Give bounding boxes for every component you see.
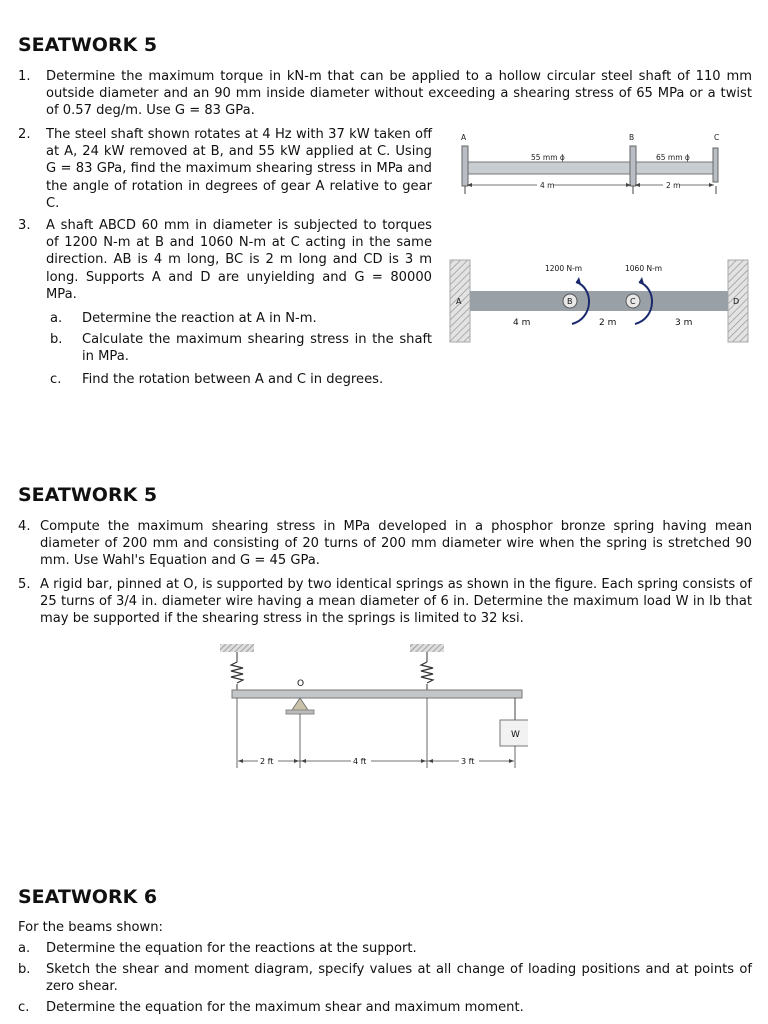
subpart-text: Calculate the maximum shearing stress in the shaft in MPa. <box>82 332 432 365</box>
subpart-a <box>50 310 432 328</box>
figure-shaft-gears <box>455 128 730 200</box>
intro-text: For the beams shown: <box>18 920 163 935</box>
section-title-2: SEATWORK 5 <box>18 484 158 506</box>
problem-5 <box>18 576 752 628</box>
item-a <box>18 940 752 958</box>
label-d: D <box>733 297 740 306</box>
label-b: B <box>629 133 635 142</box>
label-w: W <box>511 730 520 740</box>
label-length-ab: 4 m <box>513 318 531 328</box>
label-a: A <box>461 133 467 142</box>
figure-shaft-fixed-ends <box>448 258 753 344</box>
label-o: O <box>297 679 305 689</box>
subpart-letter: b. <box>50 332 63 347</box>
label-b: B <box>567 297 573 306</box>
item-text: Determine the equation for the maximum shear and maximum moment. <box>46 1000 524 1015</box>
label-length-cd: 3 m <box>675 318 693 328</box>
problem-text: The steel shaft shown rotates at 4 Hz with 37 kW taken off at A, 24 kW removed at B, and 55 kW applied at C. Using G = 83 GPa, find the maximum shearing stress in MPa and the angle of rotation in degrees of gear A relative to gear C. <box>46 127 432 211</box>
label-length-ab: 4 m <box>540 181 555 190</box>
label-torque-c: 1060 N-m <box>625 264 663 273</box>
shaft <box>470 291 728 311</box>
gear-c <box>713 148 718 182</box>
ceiling-left <box>220 644 254 652</box>
shaft <box>465 162 717 174</box>
gear-a <box>462 146 468 186</box>
item-letter: c. <box>18 1000 30 1015</box>
item-text: Sketch the shear and moment diagram, specify values at all change of loading positions and at points of zero shear. <box>46 962 752 995</box>
subpart-letter: c. <box>50 372 62 387</box>
problem-number: 3. <box>18 218 31 233</box>
rigid-bar <box>232 690 522 698</box>
problem-3 <box>18 217 438 303</box>
subpart-c <box>50 371 432 389</box>
problem-text: A shaft ABCD 60 mm in diameter is subjected to torques of 1200 N-m at B and 1060 N-m at C acting in the same direction. AB is 4 m long, BC is 2 m long and CD is 3 m long. Supports A and D are unyielding and G = 80000 MPa. <box>46 218 432 302</box>
problem-number: 2. <box>18 127 31 142</box>
problem-text: Determine the maximum torque in kN-m that can be applied to a hollow circular steel shaft of 110 mm outside diameter and an 90 mm inside diameter without exceeding a shearing stress of 65 MPa or a twist of 0.57 deg/m. Use G = 83 GPa. <box>46 69 752 119</box>
subpart-text: Find the rotation between A and C in degrees. <box>82 372 384 387</box>
label-length-1: 2 ft <box>260 757 274 766</box>
label-length-2: 4 ft <box>353 757 367 766</box>
problem-number: 1. <box>18 69 31 84</box>
item-text: Determine the equation for the reactions at the support. <box>46 941 417 956</box>
label-torque-b: 1200 N-m <box>545 264 583 273</box>
spring-right <box>421 662 433 683</box>
problem-number: 4. <box>18 519 31 534</box>
subpart-b <box>50 331 432 367</box>
ceiling-right <box>410 644 444 652</box>
subpart-text: Determine the reaction at A in N-m. <box>82 311 317 326</box>
problem-number: 5. <box>18 577 31 592</box>
item-c <box>18 999 752 1017</box>
label-length-3: 3 ft <box>461 757 475 766</box>
label-diameter-2: 65 mm ϕ <box>656 153 690 162</box>
item-b <box>18 961 752 997</box>
problem-2 <box>18 126 438 212</box>
section-title-3: SEATWORK 6 <box>18 886 158 908</box>
problem-4 <box>18 518 752 570</box>
label-length-bc: 2 m <box>666 181 681 190</box>
item-letter: a. <box>18 941 31 956</box>
subpart-letter: a. <box>50 311 63 326</box>
label-a: A <box>456 297 462 306</box>
label-diameter-1: 55 mm ϕ <box>531 153 565 162</box>
section-title-1: SEATWORK 5 <box>18 34 158 56</box>
label-length-bc: 2 m <box>599 318 617 328</box>
problem-1 <box>18 68 752 120</box>
item-letter: b. <box>18 962 31 977</box>
gear-b <box>630 146 636 186</box>
problem-text: A rigid bar, pinned at O, is supported by two identical springs as shown in the figure. Each spring consists of 25 turns of 3/4 in. diameter wire having a mean diameter of 6 in. Determine the maximum load W in lb that may be supported if the shearing stress in the springs is limited to 32 ksi. <box>40 577 752 627</box>
problem-text: Compute the maximum shearing stress in MPa developed in a phosphor bronze spring having mean diameter of 200 mm and consisting of 20 turns of 200 mm diameter wire when the spring is stretched 90 mm. Use Wahl's Equation and G = 45 GPa. <box>40 519 752 569</box>
label-c: C <box>630 297 636 306</box>
spring-left <box>231 662 243 683</box>
pin-support <box>292 698 308 710</box>
figure-rigid-bar-springs <box>218 640 528 775</box>
label-c: C <box>714 133 720 142</box>
